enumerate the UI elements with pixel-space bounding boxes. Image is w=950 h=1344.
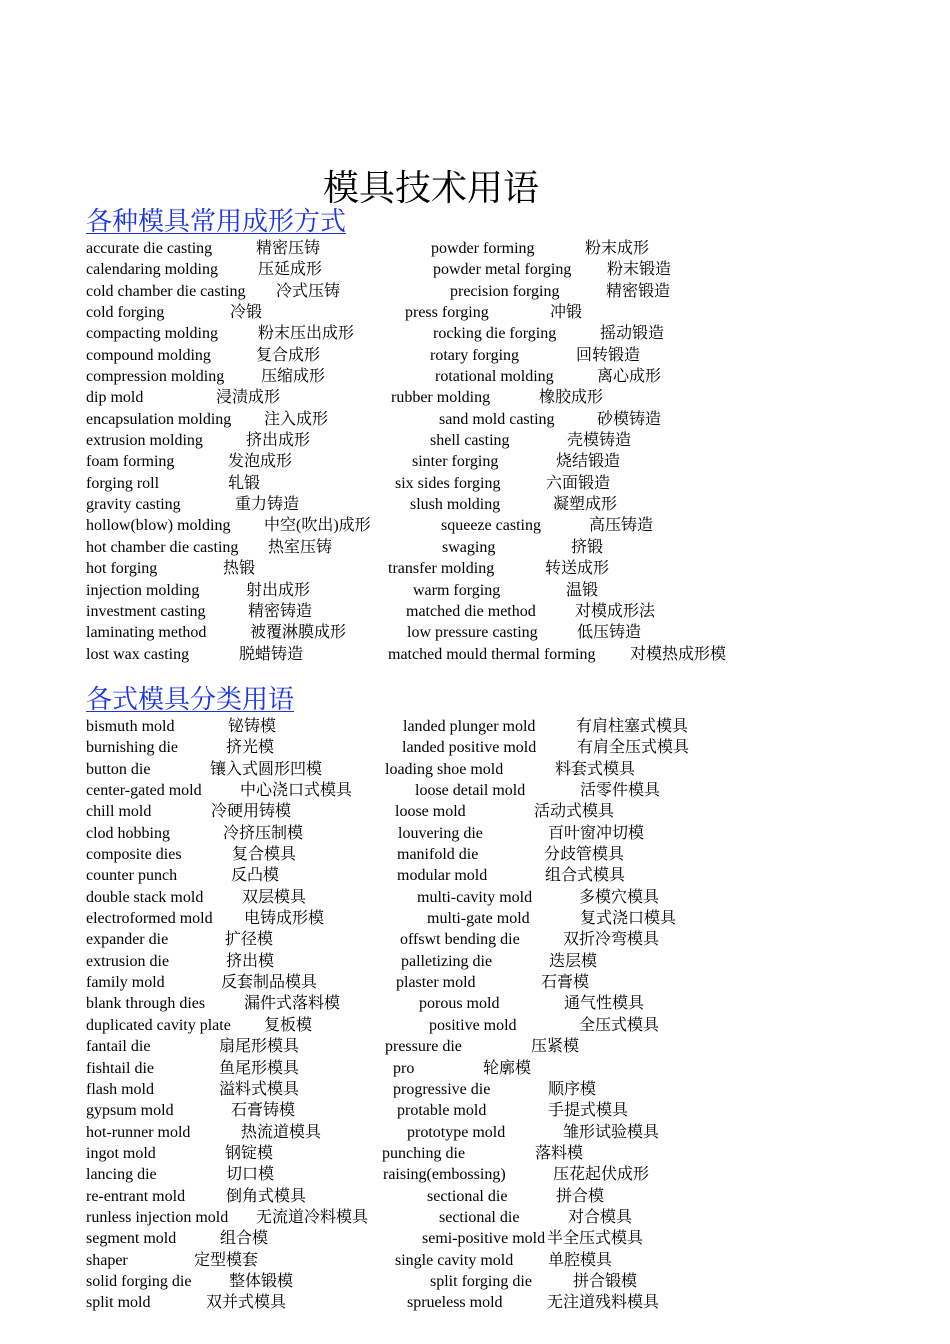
term-english: gravity casting [86, 496, 181, 514]
term-chinese: 漏件式落料模 [244, 995, 341, 1013]
term-chinese: 镶入式圆形凹模 [210, 760, 323, 778]
term-chinese-2: 有肩全压式模具 [577, 739, 690, 757]
term-chinese-2: 多模穴模具 [579, 888, 660, 906]
term-english-2: single cavity mold [395, 1251, 514, 1269]
page-title: 模具技术用语 [322, 168, 539, 208]
term-chinese: 挤出成形 [246, 432, 311, 450]
term-english-2: sectional die [439, 1208, 520, 1226]
term-chinese-2: 高压铸造 [589, 517, 654, 535]
term-english-2: rotational molding [435, 368, 554, 386]
term-chinese: 热流道模具 [241, 1123, 322, 1141]
term-chinese-2: 半全压式模具 [547, 1230, 644, 1248]
term-chinese-2: 单腔模具 [548, 1251, 613, 1269]
term-chinese: 冷式压铸 [276, 282, 341, 300]
term-english: composite dies [86, 846, 182, 864]
term-english: hot forging [86, 560, 158, 578]
term-english: bismuth mold [86, 718, 175, 735]
term-chinese: 浸渍成形 [216, 389, 281, 407]
term-chinese-2: 温锻 [566, 581, 599, 599]
term-chinese-2: 六面锻造 [546, 474, 611, 492]
term-chinese: 粉末压出成形 [258, 325, 355, 343]
term-chinese: 整体锻模 [229, 1272, 294, 1290]
term-chinese: 冷锻 [230, 304, 263, 322]
term-english-2: rocking die forging [433, 325, 557, 343]
term-english: double stack mold [86, 888, 204, 906]
term-chinese: 中心浇口式模具 [240, 782, 353, 800]
term-english: cold chamber die casting [86, 282, 246, 300]
term-chinese: 鱼尾形模具 [219, 1059, 300, 1077]
term-english-2: multi-cavity mold [417, 888, 533, 906]
term-english-2: sinter forging [412, 453, 499, 471]
term-chinese: 石膏铸模 [231, 1102, 296, 1120]
term-english: encapsulation molding [86, 410, 232, 428]
term-english: button die [86, 760, 151, 778]
term-english-2: positive mold [429, 1016, 517, 1034]
term-english-2: split forging die [430, 1272, 532, 1290]
term-chinese-2: 双折冷弯模具 [563, 931, 660, 949]
term-english-2: warm forging [413, 581, 501, 599]
term-chinese-2: 全压式模具 [579, 1016, 660, 1034]
term-chinese-2: 凝塑成形 [553, 496, 618, 514]
term-english-2: multi-gate mold [427, 910, 530, 928]
term-english-2: matched die method [406, 602, 536, 620]
term-english-2: manifold die [397, 846, 479, 864]
term-chinese: 复合模具 [232, 846, 297, 864]
term-chinese: 双并式模具 [206, 1294, 287, 1312]
term-english-2: rubber molding [391, 389, 491, 407]
term-english: lost wax casting [86, 645, 190, 663]
term-chinese-2: 回转锻造 [576, 346, 641, 364]
term-english: hot chamber die casting [86, 538, 239, 556]
term-english: compound molding [86, 346, 211, 364]
term-english-2: landed plunger mold [403, 718, 536, 735]
term-english-2: sectional die [427, 1187, 508, 1205]
term-english: segment mold [86, 1230, 177, 1248]
term-english-2: press forging [405, 304, 489, 322]
term-chinese-2: 压花起伏成形 [553, 1166, 650, 1184]
term-chinese-2: 雏形试验模具 [563, 1123, 660, 1141]
term-chinese: 反凸模 [231, 867, 280, 885]
term-english: lancing die [86, 1166, 157, 1184]
term-chinese-2: 摇动锻造 [600, 325, 665, 343]
term-english-2: pro [393, 1059, 415, 1077]
term-english-2: squeeze casting [441, 517, 541, 535]
term-english-2: rotary forging [430, 346, 520, 364]
term-chinese: 脱蜡铸造 [239, 645, 304, 663]
term-english: extrusion die [86, 952, 170, 970]
term-chinese-2: 橡胶成形 [539, 389, 604, 407]
term-english-2: prototype mold [407, 1123, 506, 1141]
term-english: forging roll [86, 474, 160, 492]
term-chinese-2: 拼合锻模 [573, 1272, 638, 1290]
term-english-2: swaging [442, 538, 496, 556]
term-english-2: palletizing die [401, 952, 493, 970]
term-chinese-2: 有肩柱塞式模具 [576, 718, 689, 735]
term-chinese-2: 离心成形 [597, 368, 662, 386]
term-chinese-2: 石膏模 [541, 974, 590, 992]
term-chinese: 切口模 [226, 1166, 275, 1184]
term-chinese-2: 烧结锻造 [556, 453, 621, 471]
term-english: dip mold [86, 389, 144, 407]
term-chinese-2: 活动式模具 [534, 803, 615, 821]
term-english: hollow(blow) molding [86, 517, 231, 535]
term-chinese-2: 复式浇口模具 [580, 910, 677, 928]
term-english: expander die [86, 931, 169, 949]
term-english: calendaring molding [86, 261, 218, 279]
term-chinese-2: 粉末锻造 [607, 261, 672, 279]
term-english-2: sand mold casting [439, 410, 555, 428]
term-english-2: progressive die [393, 1080, 491, 1098]
term-english-2: loose mold [395, 803, 466, 821]
term-chinese: 发泡成形 [228, 453, 293, 471]
term-chinese: 无流道冷料模具 [256, 1208, 369, 1226]
term-chinese: 精密压铸 [256, 240, 321, 257]
term-english: family mold [86, 974, 165, 992]
term-english-2: modular mold [397, 867, 488, 885]
term-chinese: 复板模 [264, 1016, 313, 1034]
term-chinese-2: 对模热成形模 [630, 645, 727, 663]
term-english: accurate die casting [86, 240, 213, 257]
term-english-2: punching die [382, 1144, 466, 1162]
term-english: runless injection mold [86, 1208, 229, 1226]
term-chinese-2: 百叶窗冲切模 [548, 824, 645, 842]
term-english-2: transfer molding [388, 560, 495, 578]
term-chinese: 冷挤压制模 [223, 824, 304, 842]
term-english: flash mold [86, 1080, 154, 1098]
term-english-2: protable mold [397, 1102, 487, 1120]
term-chinese: 轧锻 [228, 474, 261, 492]
term-chinese-2: 落料模 [535, 1144, 584, 1162]
term-english-2: loose detail mold [415, 782, 526, 800]
term-english: foam forming [86, 453, 175, 471]
term-english-2: louvering die [398, 824, 483, 842]
term-english-2: loading shoe mold [385, 760, 504, 778]
term-chinese: 重力铸造 [235, 496, 300, 514]
term-chinese: 电铸成形模 [244, 910, 325, 928]
term-chinese-2: 转送成形 [545, 560, 610, 578]
term-english: ingot mold [86, 1144, 156, 1162]
term-chinese-2: 壳模铸造 [567, 432, 632, 450]
term-chinese: 精密铸造 [248, 602, 313, 620]
term-chinese-2: 手提式模具 [548, 1102, 629, 1120]
term-english: cold forging [86, 304, 165, 322]
term-english: split mold [86, 1294, 151, 1312]
term-chinese-2: 粉末成形 [585, 240, 650, 257]
term-chinese: 挤光模 [226, 739, 275, 757]
term-chinese-2: 顺序模 [548, 1080, 597, 1098]
term-chinese-2: 迭层模 [549, 952, 598, 970]
term-chinese: 钢锭模 [225, 1144, 274, 1162]
term-chinese: 中空(吹出)成形 [264, 517, 371, 535]
term-english: compacting molding [86, 325, 218, 343]
term-english-2: sprueless mold [407, 1294, 503, 1312]
term-english-2: precision forging [450, 282, 560, 300]
term-english: clod hobbing [86, 824, 170, 842]
section-heading-mold-types[interactable]: 各式模具分类用语 [86, 685, 295, 714]
term-chinese-2: 冲锻 [550, 304, 583, 322]
term-chinese-2: 对模成形法 [575, 602, 656, 620]
term-chinese: 复合成形 [256, 346, 321, 364]
term-english-2: semi-positive mold [422, 1230, 546, 1248]
term-english: gypsum mold [86, 1102, 174, 1120]
term-english: fantail die [86, 1038, 151, 1056]
term-chinese-2: 挤锻 [571, 538, 604, 556]
term-chinese-2: 轮廓模 [483, 1059, 532, 1077]
term-english-2: raising(embossing) [383, 1166, 506, 1184]
term-chinese: 注入成形 [264, 410, 329, 428]
term-chinese-2: 压紧模 [531, 1038, 580, 1056]
term-chinese: 热室压铸 [268, 538, 333, 556]
term-chinese: 扩径模 [225, 931, 274, 949]
term-chinese-2: 低压铸造 [577, 624, 642, 642]
term-chinese: 双层模具 [242, 888, 307, 906]
term-chinese-2: 对合模具 [568, 1208, 633, 1226]
term-chinese: 挤出模 [226, 952, 275, 970]
term-english: center-gated mold [86, 782, 202, 800]
term-english: hot-runner mold [86, 1123, 191, 1141]
term-chinese-2: 拼合模 [556, 1187, 605, 1205]
term-english: shaper [86, 1251, 128, 1269]
term-chinese-2: 料套式模具 [555, 760, 636, 778]
term-chinese: 溢料式模具 [219, 1080, 300, 1098]
term-english-2: landed positive mold [402, 739, 537, 757]
term-english-2: offswt bending die [400, 931, 520, 949]
term-english-2: powder metal forging [433, 261, 572, 279]
term-chinese: 射出成形 [246, 581, 311, 599]
term-english: injection molding [86, 581, 200, 599]
term-english-2: powder forming [431, 240, 535, 257]
term-chinese-2: 通气性模具 [564, 995, 645, 1013]
term-chinese: 反套制品模具 [221, 974, 318, 992]
term-chinese: 被覆淋膜成形 [250, 624, 347, 642]
term-chinese: 组合模 [220, 1230, 269, 1248]
term-chinese: 扇尾形模具 [219, 1038, 300, 1056]
term-english: counter punch [86, 867, 178, 885]
term-english-2: pressure die [385, 1038, 462, 1056]
term-chinese-2: 砂模铸造 [597, 410, 662, 428]
term-english: compression molding [86, 368, 225, 386]
section-heading-forming-methods[interactable]: 各种模具常用成形方式 [86, 207, 347, 236]
term-english-2: shell casting [430, 432, 510, 450]
term-english: extrusion molding [86, 432, 203, 450]
term-english-2: low pressure casting [407, 624, 538, 642]
term-chinese-2: 分歧管模具 [544, 846, 625, 864]
term-chinese: 压延成形 [258, 261, 323, 279]
term-english: chill mold [86, 803, 152, 821]
term-english-2: porous mold [419, 995, 500, 1013]
term-chinese-2: 精密锻造 [606, 282, 671, 300]
term-english-2: six sides forging [395, 474, 501, 492]
term-english: fishtail die [86, 1059, 154, 1077]
term-english-2: matched mould thermal forming [388, 645, 596, 663]
term-english: burnishing die [86, 739, 178, 757]
term-chinese: 冷硬用铸模 [211, 803, 292, 821]
term-chinese: 定型模套 [194, 1251, 259, 1269]
term-english: electroformed mold [86, 910, 213, 928]
term-english: solid forging die [86, 1272, 192, 1290]
term-chinese-2: 无注道残料模具 [547, 1294, 660, 1312]
term-chinese: 铋铸模 [228, 718, 277, 735]
term-english: laminating method [86, 624, 207, 642]
term-chinese: 压缩成形 [261, 368, 326, 386]
term-english-2: plaster mold [396, 974, 476, 992]
term-english: blank through dies [86, 995, 206, 1013]
term-chinese: 热锻 [223, 560, 256, 578]
term-english: re-entrant mold [86, 1187, 186, 1205]
term-chinese-2: 活零件模具 [580, 782, 661, 800]
term-english-2: slush molding [410, 496, 501, 514]
term-english: duplicated cavity plate [86, 1016, 231, 1034]
term-english: investment casting [86, 602, 206, 620]
term-chinese-2: 组合式模具 [545, 867, 626, 885]
term-chinese: 倒角式模具 [226, 1187, 307, 1205]
